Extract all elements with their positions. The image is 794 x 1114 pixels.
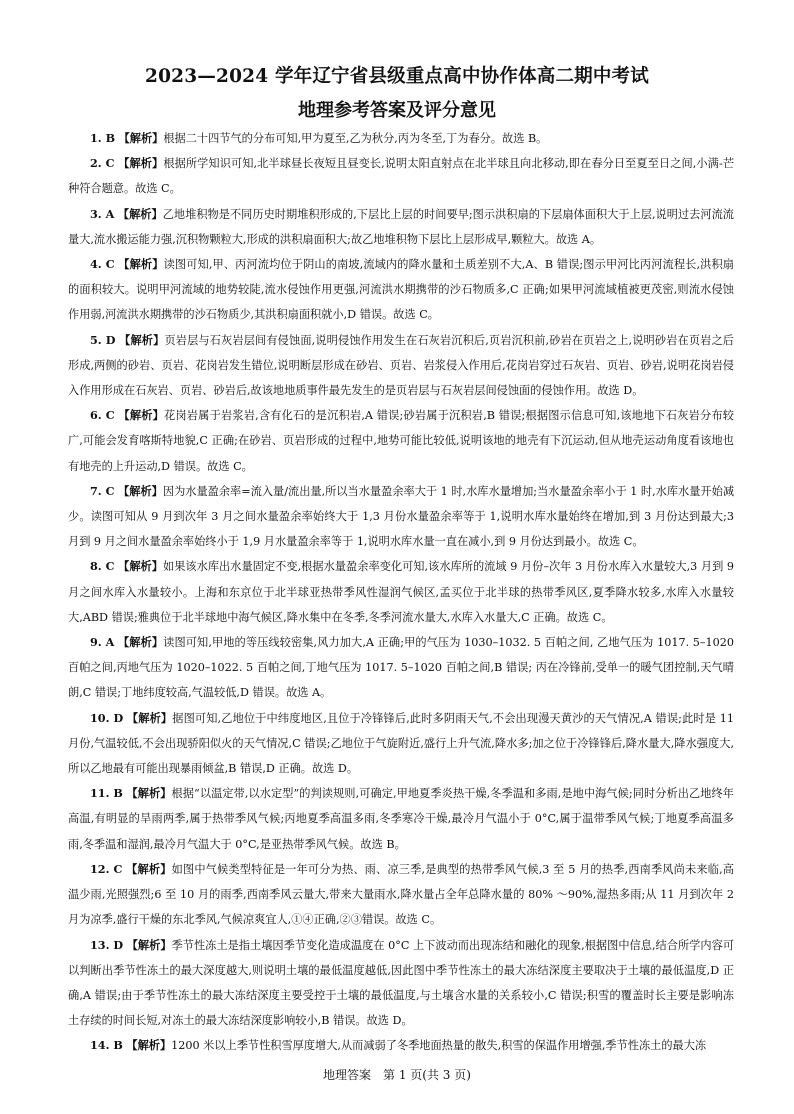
answer-item-3	[68, 202, 734, 252]
analysis-tag: 【解析】	[118, 483, 163, 498]
answer-item-6	[68, 403, 734, 479]
analysis-text: 乙地堆积物是不同历史时期堆积形成的,下层比上层的时间要早;图示洪积扇的下层扇体面积大于上层,说明过去河流流量大,流水搬运能力强,沉积物颗粒大,形成的洪积扇面积大;故乙地堆积物下层比上层形成早,颗粒大。故选 A。	[68, 207, 734, 246]
answer-number: 12. C	[90, 861, 123, 876]
analysis-text: 页岩层与石灰岩层间有侵蚀面,说明侵蚀作用发生在石灰岩沉积后,页岩沉积前,砂岩在页岩之上,说明砂岩在页岩之后形成,两侧的砂岩、页岩、花岗岩发生错位,说明断层形成在砂岩、页岩、岩浆侵入作用后,花岗岩穿过石灰岩、页岩、砂岩,说明花岗岩侵入作用形成在石灰岩、页岩、砂岩后,故该地地质事件最先发生的是页岩层与石灰岩层间侵蚀面的侵蚀作用。故选 D。	[68, 333, 734, 398]
analysis-text: 如果该水库出水量固定不变,根据水量盈余率变化可知,该水库所的流域 9 月份–次年 3 月份水库入水量较大,3 月到 9 月之间水库入水量较小。上海和东京位于北半球亚热带季风性湿润气候区,孟买位于北半球的热带季风区,夏季降水较多,水库入水量较大,ABD 错误;雅典位于北半球地中海气候区,降水集中在冬季,冬季河流水量大,水库入水量大,C 正确。故选 C。	[68, 560, 734, 624]
analysis-text: 花岗岩属于岩浆岩,含有化石的是沉积岩,A 错误;砂岩属于沉积岩,B 错误;根据图示信息可知,该地地下石灰岩分布较广,可能会发育喀斯特地貌,C 正确;在砂岩、页岩形成的过程中,地势可能比较低,说明该地的地壳有下沉运动,但从地壳运动角度看该地也有地壳的上升运动,D 错误。故选 C。	[68, 409, 734, 473]
answer-item-14	[68, 1033, 734, 1058]
analysis-tag: 【解析】	[118, 131, 164, 145]
answer-item-2	[68, 151, 734, 201]
analysis-tag: 【解析】	[118, 559, 163, 574]
answer-list	[68, 126, 734, 1059]
analysis-tag: 【解析】	[118, 635, 164, 650]
analysis-tag: 【解析】	[126, 861, 172, 876]
page-subtitle: 地理参考答案及评分意见	[298, 100, 496, 121]
analysis-text: 季节性冻土是指土壤因季节变化造成温度在 0°C 上下波动而出现冻结和融化的现象,根据图中信息,结合所学内容可以判断出季节性冻土的最大深度越大,则说明土壤的最低温度越低,因此图中季节性冻土的最大冻结深度主要取决于土壤的最低温度,D 正确,A 错误;由于季节性冻土的最大冻结深度主要受控于土壤的最低温度,与土壤含水量的关系较小,C 错误;积雪的覆盖时长主要是影响冻土存续的时间长短,对冻土的最大冻结深度影响较小,B 错误。故选 D。	[68, 938, 735, 1028]
analysis-text: 据图可知,乙地位于中纬度地区,且位于冷锋锋后,此时多阴雨天气,不会出现漫天黄沙的天气情况,A 错误;此时是 11 月份,气温较低,不会出现骄阳似火的天气情况,C 错误;乙地位于气旋附近,盛行上升气流,降水多;加之位于冷锋锋后,降水量大,降水强度大,所以乙地最有可能出现暴雨倾盆,B 错误,D 正确。故选 D。	[68, 711, 734, 776]
analysis-text: 因为水量盈余率=流入量/流出量,所以当水量盈余率大于 1 时,水库水量增加;当水量盈余率小于 1 时,水库水量开始减少。读图可知从 9 月到次年 3 月之间水量盈余率始终大于 1,3 月份水量盈余率等于 1,说明水库水量始终在增加,到 3 月份达到最大;3 月到 9 月之间水量盈余率始终小于 1,9 月水量盈余率等于 1,说明水库水量一直在减小,到 9 月份达到最小。故选 C。	[68, 484, 735, 549]
analysis-tag: 【解析】	[126, 937, 172, 952]
answer-item-1	[68, 126, 734, 151]
analysis-text: 读图可知,甲地的等压线较密集,风力加大,A 正确;甲的气压为 1030–1032. 5 百帕之间, 乙地气压为 1017. 5–1020 百帕之间,丙地气压为 1020–1022. 5 百帕之间,丁地气压为 1017. 5–1020 百帕之间,B 错误; 丙在冷锋前,受单一的暖气团控制,天气晴朗,C 错误;丁地纬度较高,气温较低,D 错误。故选 A。	[68, 636, 734, 700]
answer-number: 1. B	[90, 131, 116, 145]
answer-number: 3. A	[90, 206, 115, 221]
analysis-tag: 【解析】	[119, 332, 165, 347]
answer-item-8	[68, 554, 734, 630]
answer-item-11	[68, 781, 734, 857]
answer-number: 2. C	[90, 156, 115, 171]
answer-item-10	[68, 706, 734, 782]
analysis-text: 根据“以温定带,以水定型”的判读规则,可确定,甲地夏季炎热干燥,冬季温和多雨,是地中海气候;同时分析出乙地终年高温,有明显的旱雨两季,属于热带季风气候;丙地夏季高温多雨,冬季寒冷干燥,最冷月气温小于 0°C,属于温带季风气候;丁地夏季高温多雨,冬季温和湿润,最冷月气温大于 0°C,是亚热带季风气候。故选 B。	[68, 787, 734, 851]
analysis-tag: 【解析】	[126, 710, 173, 725]
answer-number: 9. A	[90, 635, 115, 650]
answer-item-5	[68, 328, 734, 404]
analysis-text: 根据所学知识可知,北半球昼长夜短且昼变长,说明太阳直射点在北半球且向北移动,即在春分日至夏至日之间,小满-芒种符合题意。故选 C。	[68, 157, 735, 196]
analysis-tag: 【解析】	[126, 786, 172, 801]
answer-number: 10. D	[90, 710, 124, 725]
analysis-tag: 【解析】	[118, 156, 164, 171]
answer-item-12	[68, 857, 734, 933]
analysis-tag: 【解析】	[118, 257, 164, 272]
answer-item-13	[68, 933, 734, 1034]
answer-number: 8. C	[90, 559, 115, 574]
answer-number: 11. B	[90, 786, 123, 801]
analysis-text: 1200 米以上季节性积雪厚度增大,从而减弱了冬季地面热量的散失,积雪的保温作用增强,季节性冻土的最大冻	[171, 1039, 707, 1053]
analysis-tag: 【解析】	[126, 1038, 172, 1053]
answer-item-4	[68, 252, 734, 328]
analysis-text: 读图可知,甲、丙河流均位于阴山的南坡,流域内的降水量和土质差别不大,A、B 错误;图示甲河比丙河流程长,洪积扇的面积较大。说明甲河流域的地势较陡,流水侵蚀作用更强,河流洪水期携带的沙石物质多,C 正确;如果甲河流域植被更茂密,则流水侵蚀作用弱,河流洪水期携带的沙石物质少,其洪积扇面积就小,D 错误。故选 C。	[68, 258, 734, 322]
answer-number: 13. D	[90, 937, 124, 952]
page-footer: 地理答案 第 1 页(共 3 页)	[323, 1068, 471, 1082]
answer-number: 7. C	[90, 483, 115, 498]
analysis-tag: 【解析】	[118, 408, 165, 423]
analysis-text: 根据二十四节气的分布可知,甲为夏至,乙为秋分,丙为冬至,丁为春分。故选 B。	[163, 132, 548, 145]
answer-number: 6. C	[90, 408, 115, 423]
answer-number: 5. D	[90, 332, 116, 347]
analysis-text: 如图中气候类型特征是一年可分为热、雨、凉三季,是典型的热带季风气候,3 至 5 月的热季,西南季风尚未来临,高温少雨,光照强烈;6 至 10 月的雨季,西南季风云量大,带来大量雨水,降水量占全年总降水量的 80% ～90%,湿热多雨;从 11 月到次年 2 月为凉季,盛行干燥的东北季风,气候凉爽宜人,①④正确,②③错误。故选 C。	[68, 862, 734, 927]
analysis-tag: 【解析】	[117, 206, 163, 221]
answer-number: 14. B	[90, 1038, 123, 1053]
answer-item-9	[68, 630, 734, 706]
page-title: 2023—2024 学年辽宁省县级重点高中协作体高二期中考试	[145, 66, 649, 87]
answer-number: 4. C	[90, 257, 115, 272]
answer-item-7	[68, 479, 734, 555]
